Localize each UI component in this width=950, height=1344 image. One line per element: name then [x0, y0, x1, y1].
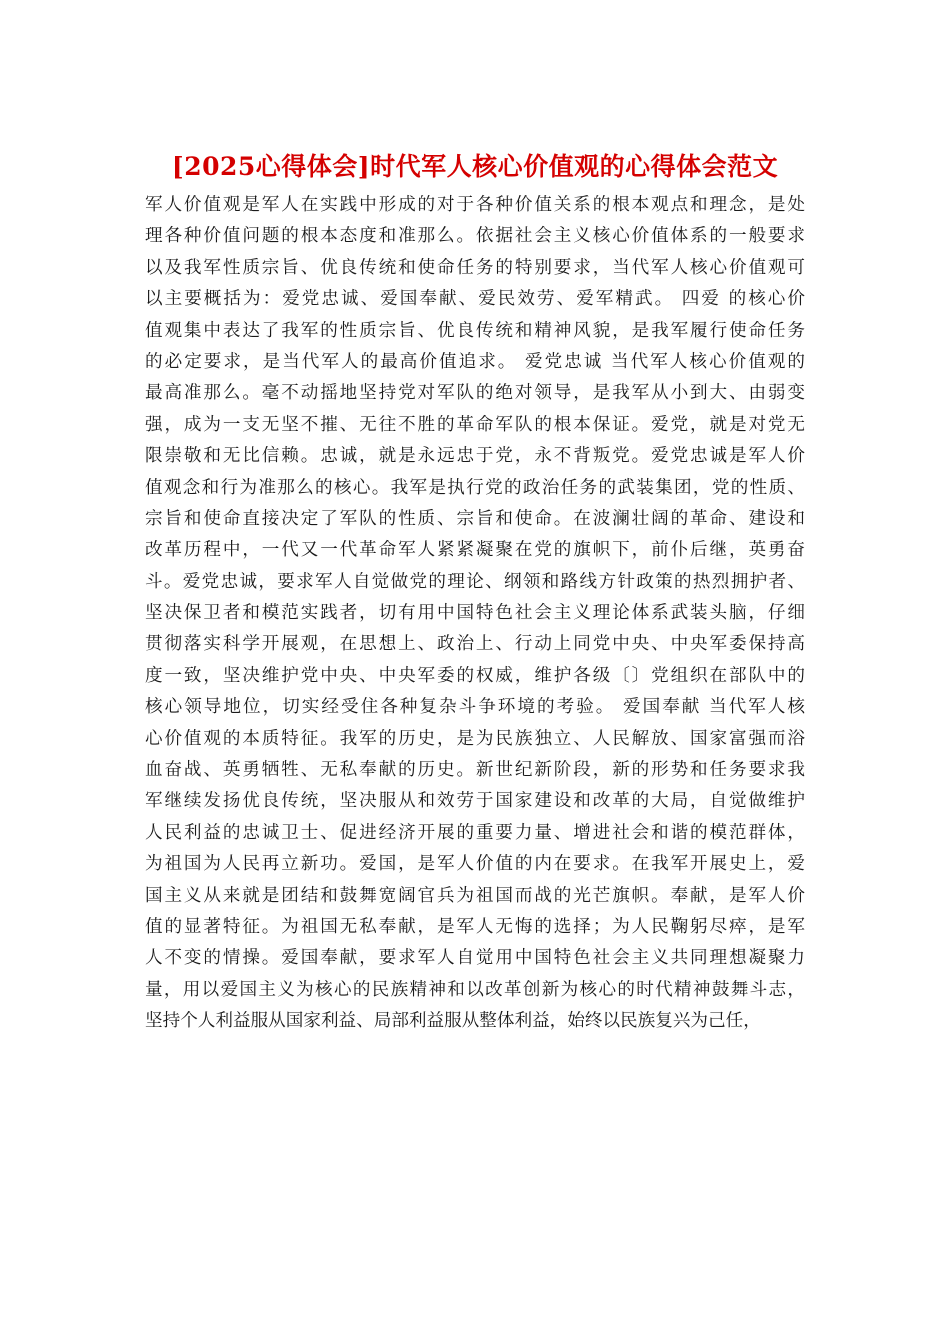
document-title: [2025心得体会]时代军人核心价值观的心得体会范文 [171, 152, 779, 181]
body-line: 国主义从来就是团结和鼓舞宽阔官兵为祖国而战的光芒旗帜。奉献，是军人价 [145, 885, 805, 906]
body-line: 宗旨和使命直接决定了军队的性质、宗旨和使命。在波澜壮阔的革命、建设和 [145, 508, 805, 529]
body-line: 贯彻落实科学开展观，在思想上、政治上、行动上同党中央、中央军委保持高 [145, 634, 805, 655]
body-line: 值观集中表达了我军的性质宗旨、优良传统和精神风貌，是我军履行使命任务 [145, 320, 805, 341]
body-line: 强，成为一支无坚不摧、无往不胜的革命军队的根本保证。爱党，就是对党无 [145, 414, 805, 435]
body-line: 军人价值观是军人在实践中形成的对于各种价值关系的根本观点和理念，是处 [145, 195, 805, 215]
body-line: 值的显著特征。为祖国无私奉献，是军人无悔的选择；为人民鞠躬尽瘁，是军 [145, 916, 805, 937]
body-line: 以主要概括为：爱党忠诚、爱国奉献、爱民效劳、爱军精武。 四爱 的核心价 [145, 289, 805, 310]
body-line: 军继续发扬优良传统，坚决服从和效劳于国家建设和改革的大局，自觉做维护 [145, 791, 805, 812]
body-line: 的必定要求，是当代军人的最高价值追求。 爱党忠诚 当代军人核心价值观的 [145, 351, 805, 372]
body-line: 为祖国为人民再立新功。爱国，是军人价值的内在要求。在我军开展史上，爱 [145, 854, 805, 875]
body-line: 坚持个人利益服从国家利益、局部利益服从整体利益，始终以民族复兴为己任， [145, 1011, 761, 1032]
body-line: 人民利益的忠诚卫士、促进经济开展的重要力量、增进社会和谐的模范群体， [145, 822, 805, 843]
body-line: 人不变的情操。爱国奉献，要求军人自觉用中国特色社会主义共同理想凝聚力 [145, 948, 805, 969]
body-line: 血奋战、英勇牺牲、无私奉献的历史。新世纪新阶段，新的形势和任务要求我 [145, 760, 805, 781]
body-line: 值观念和行为准那么的核心。我军是执行党的政治任务的武装集团，党的性质、 [145, 477, 805, 498]
body-line: 心价值观的本质特征。我军的历史，是为民族独立、人民解放、国家富强而浴 [145, 728, 805, 749]
body-line: 理各种价值问题的根本态度和准那么。依据社会主义核心价值体系的一般要求 [145, 226, 805, 247]
body-line: 坚决保卫者和模范实践者，切有用中国特色社会主义理论体系武装头脑，仔细 [145, 603, 805, 624]
body-line: 限崇敬和无比信赖。忠诚，就是永远忠于党，永不背叛党。爱党忠诚是军人价 [145, 446, 805, 467]
body-line: 以及我军性质宗旨、优良传统和使命任务的特别要求，当代军人核心价值观可 [145, 257, 805, 278]
body-line: 量，用以爱国主义为核心的民族精神和以改革创新为核心的时代精神鼓舞斗志， [145, 979, 805, 1000]
body-line: 核心领导地位，切实经受住各种复杂斗争环境的考验。 爱国奉献 当代军人核 [145, 697, 805, 718]
document-body [145, 190, 805, 1038]
body-line: 最高准那么。毫不动摇地坚持党对军队的绝对领导，是我军从小到大、由弱变 [145, 383, 805, 404]
body-line: 斗。爱党忠诚，要求军人自觉做党的理论、纲领和路线方针政策的热烈拥护者、 [145, 571, 805, 592]
body-line: 改革历程中，一代又一代革命军人紧紧凝聚在党的旗帜下，前仆后继，英勇奋 [145, 540, 805, 561]
body-line: 度一致，坚决维护党中央、中央军委的权威，维护各级〔〕党组织在部队中的 [145, 665, 805, 686]
